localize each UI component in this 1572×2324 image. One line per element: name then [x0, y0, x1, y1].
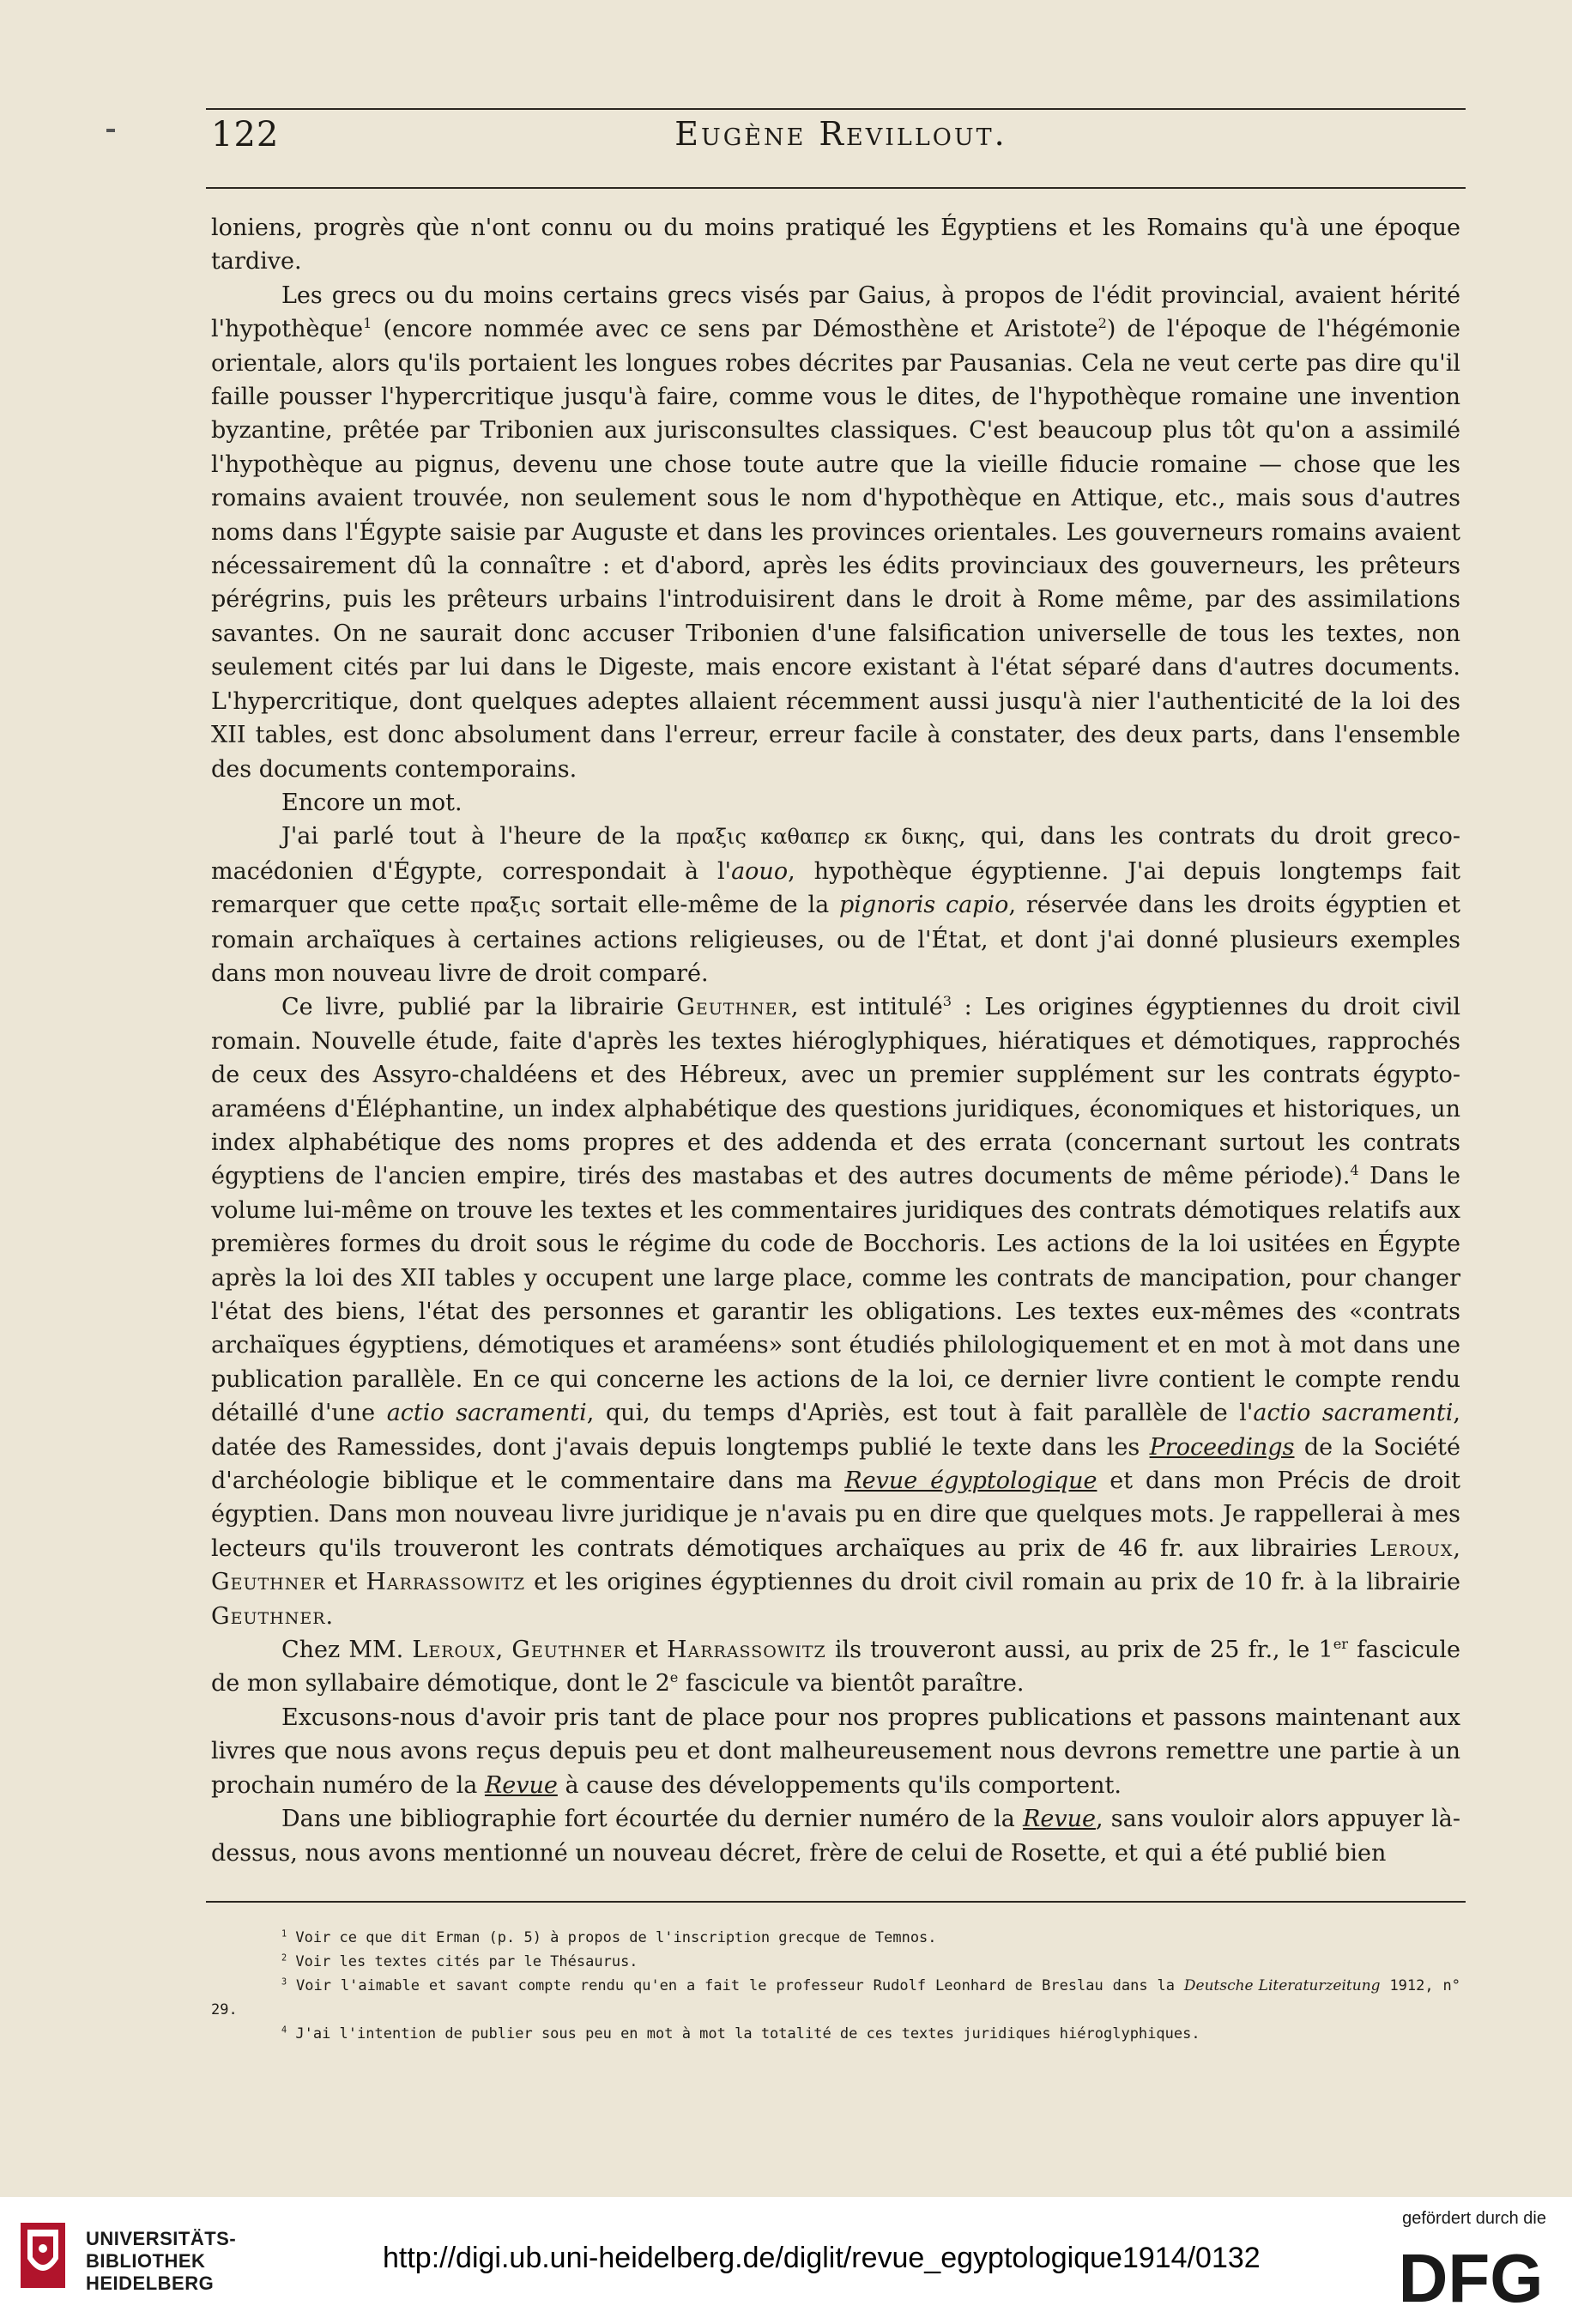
paragraph-2 — [211, 279, 1460, 786]
paragraph-text: , — [1453, 1534, 1460, 1562]
footnote-rule — [206, 1901, 1466, 1903]
paragraph-text: fascicule va bientôt paraître. — [678, 1670, 1025, 1698]
paragraph-text: Dans une bibliographie fort écourtée du dernier numéro de la — [281, 1806, 1024, 1833]
funding-credit: gefördert durch die — [1402, 2209, 1546, 2228]
italic-term: actio sacramenti — [386, 1400, 587, 1427]
paragraph-text: , est intitulé — [790, 994, 943, 1021]
footnote-4 — [211, 2022, 1460, 2046]
ordinal-suffix: er — [1333, 1636, 1349, 1653]
footnote-number: 3 — [281, 1977, 287, 1988]
paragraph-6 — [211, 1633, 1460, 1701]
paragraph-text: (encore nommée avec ce sens par Démosthène et Aristote — [372, 316, 1098, 343]
paragraph-5 — [211, 990, 1460, 1633]
university-seal-icon — [19, 2221, 67, 2290]
paragraph-text: , réservée dans les droits égyptien et romain archaïques à certaines actions religieuses, ou de l'État, et dont j'ai donné plusieurs exemples dans mon nouveau livre de droit comparé. — [211, 892, 1460, 987]
paragraph-text: Chez MM. — [281, 1637, 413, 1664]
italic-title: Revue égyptologique — [844, 1468, 1097, 1495]
library-name-line: UNIVERSITÄTS- — [86, 2228, 237, 2249]
paragraph-text: et — [626, 1637, 667, 1664]
footnote-text: Voir ce que dit Erman (p. 5) à propos de l'inscription grecque de Temnos. — [287, 1929, 937, 1946]
library-name — [86, 2228, 236, 2295]
italic-title: Revue — [484, 1771, 558, 1799]
paragraph-text: ) de l'époque de l'hégémonie orientale, alors qu'ils portaient les longues robes décrites par Pausanias. Cela ne veut certe pas dire qu'il faille pousser l'hypercritique jusqu'à faire, comme vous le dites, de l'hypothèque romaine une invention byzantine, prêtée par Tribonien aux jurisconsultes classiques. C'est beaucoup plus tôt qu'on a assimilé l'hypothèque au pignus, devenu une chose toute autre que la vieille fiducie romaine — chose que les romains avaient trouvée, non seulement sous le nom d'hypothèque en Attique, etc., mais sous d'autres noms dans l'Égypte saisie par Auguste et dans les provinces orientales. Les gouverneurs romains avaient nécessairement dû la connaître : et d'abord, après les édits provinciaux des gouverneurs, les prêteurs pérégrins, puis les prêteurs urbains l'introduisirent dans le droit à Rome même, par des assimilations savantes. On ne saurait donc accuser Tribonien d'une falsification universelle de tous les textes, non seulement cités par lui dans le Digeste, mais encore existant à l'état séparé dans d'autres documents. L'hypercritique, dont quelques adeptes allaient récemment aussi jusqu'à nier l'authenticité de la loi des XII tables, est donc absolument dans l'erreur, erreur facile à constater, des deux parts, dans l'ensemble des documents contemporains. — [211, 316, 1460, 783]
footnote-number: 4 — [281, 2025, 287, 2036]
publisher-name: Geuthner — [211, 1602, 326, 1630]
paragraph-text: et les origines égyptiennes du droit civil romain au prix de 10 fr. à la librairie — [525, 1569, 1460, 1596]
header-rule-bottom — [206, 187, 1466, 189]
margin-mark — [106, 129, 115, 132]
paragraph-text: Ce livre, publié par la librairie — [281, 994, 677, 1021]
paragraph-text: Excusons-nous d'avoir pris tant de place pour nos propres publications et passons maintenant aux livres que nous avons reçus depuis peu et dont malheureusement nous devrons remettre une partie à un prochain numéro de la — [211, 1704, 1460, 1799]
publisher-name: Leroux — [1369, 1534, 1454, 1562]
footnote-text: Voir les textes cités par le Thésaurus. — [287, 1953, 638, 1970]
paragraph-text: de la Société d'archéologie biblique et le commentaire dans ma — [211, 1433, 1461, 1495]
page-number: 122 — [211, 115, 280, 154]
paragraph-4 — [211, 820, 1460, 990]
library-name-line: HEIDELBERG — [86, 2273, 215, 2294]
paragraph-text: . — [325, 1602, 334, 1630]
footnote-3 — [211, 1974, 1460, 2022]
paragraph-text: fascicule de mon syllabaire démotique, dont le 2 — [211, 1637, 1460, 1698]
greek-phrase: πραξις καθαπερ εκ δικης — [675, 825, 959, 850]
paragraph-text: , hypothèque égyptienne. J'ai depuis longtemps fait remarquer que cette — [211, 857, 1460, 919]
publisher-name: Geuthner — [676, 994, 791, 1021]
paragraph-text: loniens, progrès qùe n'ont connu ou du moins pratiqué les Égyptiens et les Romains qu'à une époque tardive. — [211, 215, 1460, 275]
publisher-name: Harrassowitz — [666, 1637, 826, 1664]
header-rule-top — [206, 108, 1466, 110]
paragraph-text: , — [495, 1637, 512, 1664]
publisher-name: Harrassowitz — [366, 1569, 526, 1596]
italic-title: Revue — [1023, 1806, 1096, 1833]
library-name-line: BIBLIOTHEK — [86, 2250, 206, 2272]
paragraph-text: J'ai parlé tout à l'heure de la — [281, 823, 676, 850]
publisher-name: Geuthner — [511, 1637, 626, 1664]
paragraph-text: à cause des développements qu'ils comportent. — [557, 1771, 1122, 1799]
dfg-logo-icon — [1395, 2240, 1546, 2312]
ordinal-suffix: e — [669, 1669, 679, 1686]
paragraph-text: , sans vouloir alors appuyer là-dessus, nous avons mentionné un nouveau décret, frère de celui de Rosette, et qui a été publié bien — [211, 1806, 1460, 1867]
footnote-2 — [211, 1950, 1460, 1974]
italic-title: Proceedings — [1149, 1433, 1295, 1461]
footnote-text: 1912, n° 29. — [211, 1977, 1460, 2018]
footnote-1 — [211, 1926, 1460, 1950]
paragraph-text: et dans mon Précis de droit égyptien. Dans mon nouveau livre juridique je n'avais pu en dire que quelques mots. Je rappellerai à mes lecteurs qu'ils trouveront les contrats démotiques archaïques au prix de 46 fr. aux librairies — [211, 1468, 1460, 1562]
journal-title: Deutsche Literaturzeitung — [1183, 1977, 1381, 1994]
footnote-ref: 2 — [1097, 315, 1107, 332]
dfg-logo-text: DFG — [1398, 2240, 1544, 2312]
footnote-number: 2 — [281, 1953, 287, 1964]
paragraph-text: , qui, du temps d'Apriès, est tout à fait parallèle de l' — [586, 1400, 1254, 1427]
source-url-link[interactable]: http://digi.ub.uni-heidelberg.de/diglit/revue_egyptologique1914/0132 — [383, 2242, 1261, 2274]
paragraph-text: Encore un mot. — [281, 789, 463, 816]
paragraph-text: et — [325, 1569, 366, 1596]
publisher-name: Leroux — [412, 1637, 496, 1664]
paragraph-text: ils trouveront aussi, au prix de 25 fr., le 1 — [825, 1637, 1333, 1664]
italic-term: actio sacramenti — [1253, 1400, 1454, 1427]
paragraph-text: Les grecs ou du moins certains grecs visés par Gaius, à propos de l'édit provincial, avaient hérité l'hypothèque — [211, 281, 1460, 343]
publisher-name: Geuthner — [211, 1569, 326, 1596]
paragraph-text: , datée des Ramessides, dont j'avais depuis longtemps publié le texte dans les — [211, 1400, 1461, 1461]
footnotes — [211, 1926, 1460, 2046]
paragraph-text: sortait elle-même de la — [541, 892, 839, 919]
footnote-text: J'ai l'intention de publier sous peu en mot à mot la totalité de ces textes juridiques hiéroglyphiques. — [287, 2025, 1200, 2043]
paragraph-text: Dans le volume lui-même on trouve les textes et les commentaires juridiques des contrats démotiques relatifs aux premières formes du droit sous le régime du code de Bocchoris. Les actions de la loi usitées en Égypte après la loi des XII tables y occupent une large place, comme les contrats de mancipation, pour changer l'état des biens, l'état des personnes et garantir les obligations. Les textes eux-mêmes des «contrats archaïques égyptiens, démotiques et araméens» sont étudiés philologiquement et en mot à mot dans une publication parallèle. En ce qui concerne les actions de la loi, ce dernier livre contient le compte rendu détaillé d'une — [211, 1163, 1460, 1427]
greek-phrase: πραξις — [469, 893, 541, 918]
paragraph-text: , qui, dans les contrats du droit greco-macédonien d'Égypte, correspondait à l' — [211, 823, 1461, 885]
footnote-ref: 1 — [363, 315, 372, 332]
footnote-text: Voir l'aimable et savant compte rendu qu'en a fait le professeur Rudolf Leonhard de Breslau dans la — [287, 1977, 1184, 1994]
italic-term: aouo — [731, 857, 789, 885]
paragraph-3 — [211, 786, 1460, 820]
paragraph-text: : Les origines égyptiennes du droit civil romain. Nouvelle étude, faite d'après les textes hiéroglyphiques, hiératiques et démotiques, rapprochés de ceux des Assyro-chaldéens et des Hébreux, avec un premier supplément sur les contrats égypto-araméens d'Éléphantine, un index alphabétique des questions juridiques, économiques et historiques, un index alphabétique des noms propres et des addenda et des errata (concernant surtout les contrats égyptiens de l'ancien empire, tirés des mastabas et des autres documents de même période). — [211, 994, 1460, 1190]
footnote-ref: 4 — [1350, 1162, 1359, 1179]
footnote-number: 1 — [281, 1929, 287, 1940]
body-text — [211, 211, 1460, 1870]
paragraph-1 — [211, 211, 1460, 279]
paragraph-8 — [211, 1802, 1460, 1870]
footnote-ref: 3 — [942, 993, 952, 1010]
running-head: Eugène Revillout. — [674, 115, 1007, 153]
italic-term: pignoris capio — [839, 892, 1009, 919]
digitization-footer — [0, 2197, 1572, 2324]
paragraph-7 — [211, 1701, 1460, 1802]
